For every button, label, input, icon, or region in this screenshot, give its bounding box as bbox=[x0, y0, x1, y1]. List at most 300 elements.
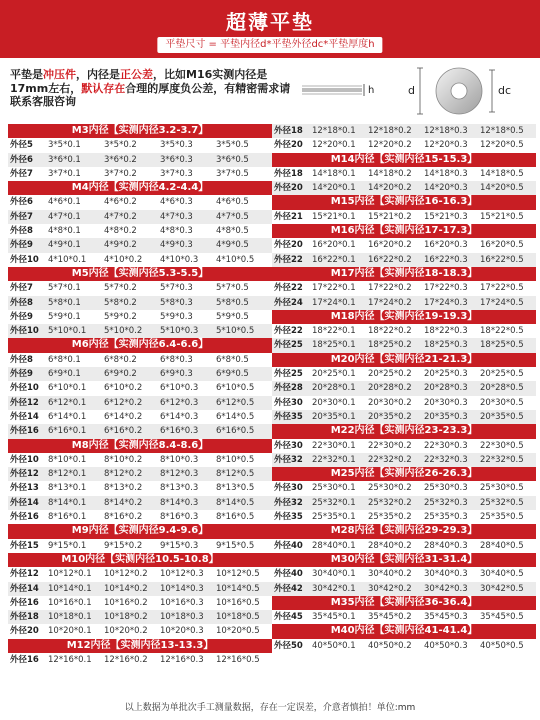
intro-text-3: ，比如M16实测内径是17mm左右， bbox=[10, 68, 268, 95]
spec-value: 18*22*0.3 bbox=[424, 326, 468, 337]
spec-value: 8*16*0.1 bbox=[48, 512, 87, 523]
spec-value: 8*13*0.2 bbox=[104, 483, 143, 494]
spec-value: 28*40*0.1 bbox=[312, 540, 356, 551]
spec-value: 15*21*0.3 bbox=[424, 211, 468, 222]
row-label: 外径6 bbox=[10, 197, 33, 208]
row-label: 外径24 bbox=[274, 297, 303, 308]
spec-value: 14*20*0.3 bbox=[424, 183, 468, 194]
spec-section bbox=[8, 124, 272, 181]
spec-value: 8*10*0.3 bbox=[160, 454, 199, 465]
spec-value: 18*22*0.2 bbox=[368, 326, 412, 337]
row-label: 外径35 bbox=[274, 512, 303, 523]
spec-value: 8*16*0.2 bbox=[104, 512, 143, 523]
spec-value: 8*12*0.5 bbox=[216, 469, 255, 480]
spec-value: 17*24*0.1 bbox=[312, 297, 356, 308]
spec-value: 9*15*0.3 bbox=[160, 540, 199, 551]
table-row bbox=[8, 510, 272, 524]
spec-value: 10*14*0.2 bbox=[104, 583, 148, 594]
spec-value: 40*50*0.1 bbox=[312, 640, 356, 651]
row-label: 外径50 bbox=[274, 640, 303, 651]
row-label: 外径18 bbox=[274, 126, 303, 136]
spec-value: 25*30*0.1 bbox=[312, 483, 356, 494]
spec-section bbox=[272, 195, 536, 224]
spec-value: 14*20*0.2 bbox=[368, 183, 412, 194]
spec-value: 40*50*0.2 bbox=[368, 640, 412, 651]
spec-value: 15*21*0.5 bbox=[480, 211, 524, 222]
spec-value: 9*15*0.1 bbox=[48, 540, 87, 551]
spec-value: 17*22*0.2 bbox=[368, 283, 412, 294]
spec-value: 4*9*0.5 bbox=[216, 240, 249, 251]
spec-value: 15*21*0.1 bbox=[312, 211, 356, 222]
spec-value: 6*14*0.1 bbox=[48, 411, 87, 422]
section-header: M6内径【实测内径6.4-6.6】 bbox=[8, 338, 272, 352]
table-row bbox=[8, 396, 272, 410]
spec-value: 10*12*0.2 bbox=[104, 569, 148, 580]
spec-value: 4*8*0.1 bbox=[48, 226, 81, 237]
row-label: 外径9 bbox=[10, 369, 33, 380]
spec-section bbox=[272, 596, 536, 625]
spec-value: 25*35*0.3 bbox=[424, 512, 468, 523]
spec-value: 4*10*0.3 bbox=[160, 254, 199, 265]
spec-value: 6*9*0.2 bbox=[104, 369, 137, 380]
spec-value: 4*7*0.3 bbox=[160, 211, 193, 222]
spec-value: 6*10*0.1 bbox=[48, 383, 87, 394]
row-label: 外径18 bbox=[10, 612, 39, 623]
spec-value: 20*30*0.5 bbox=[480, 397, 524, 408]
spec-value: 30*42*0.1 bbox=[312, 583, 356, 594]
spec-value: 4*8*0.5 bbox=[216, 226, 249, 237]
row-label: 外径9 bbox=[10, 311, 33, 322]
spec-value: 25*32*0.3 bbox=[424, 497, 468, 508]
spec-value: 20*28*0.3 bbox=[424, 383, 468, 394]
spec-value: 16*20*0.1 bbox=[312, 240, 356, 251]
spec-value: 8*13*0.5 bbox=[216, 483, 255, 494]
spec-value: 3*6*0.2 bbox=[104, 154, 137, 165]
spec-value: 16*22*0.3 bbox=[424, 254, 468, 265]
spec-value: 30*40*0.5 bbox=[480, 569, 524, 580]
row-label: 外径22 bbox=[274, 254, 303, 265]
spec-value: 20*28*0.5 bbox=[480, 383, 524, 394]
row-label: 外径20 bbox=[10, 626, 39, 637]
row-label: 外径14 bbox=[10, 583, 39, 594]
table-row bbox=[272, 181, 536, 195]
spec-value: 4*6*0.3 bbox=[160, 197, 193, 208]
row-label: 外径10 bbox=[10, 326, 39, 337]
row-label: 外径25 bbox=[274, 340, 303, 351]
row-label: 外径8 bbox=[10, 226, 33, 237]
section-header: M10内径【实测内径10.5-10.8】 bbox=[8, 553, 272, 567]
spec-value: 6*10*0.3 bbox=[160, 383, 199, 394]
table-row bbox=[272, 167, 536, 181]
spec-value: 25*30*0.3 bbox=[424, 483, 468, 494]
table-row bbox=[272, 567, 536, 581]
spec-value: 3*6*0.5 bbox=[216, 154, 249, 165]
section-header: M12内径【实测内径13-13.3】 bbox=[8, 639, 272, 653]
spec-value: 9*15*0.2 bbox=[104, 540, 143, 551]
spec-value: 12*18*0.3 bbox=[424, 126, 468, 136]
spec-value: 6*10*0.5 bbox=[216, 383, 255, 394]
spec-value: 10*14*0.5 bbox=[216, 583, 260, 594]
spec-value: 17*24*0.5 bbox=[480, 297, 524, 308]
table-row bbox=[8, 653, 272, 667]
row-label: 外径20 bbox=[274, 140, 303, 151]
row-label: 外径30 bbox=[274, 397, 303, 408]
spec-value: 12*16*0.3 bbox=[160, 654, 204, 665]
row-label: 外径20 bbox=[274, 240, 303, 251]
intro-text-2: ，内径是 bbox=[76, 68, 120, 81]
row-label: 外径22 bbox=[274, 283, 303, 294]
row-label: 外径35 bbox=[274, 411, 303, 422]
spec-value: 20*30*0.3 bbox=[424, 397, 468, 408]
table-row bbox=[8, 453, 272, 467]
section-header: M35内径【实测内径36-36.4】 bbox=[272, 596, 536, 610]
spec-section bbox=[8, 181, 272, 267]
spec-value: 16*20*0.3 bbox=[424, 240, 468, 251]
table-row bbox=[8, 324, 272, 338]
spec-value: 3*7*0.2 bbox=[104, 168, 137, 179]
spec-value: 18*25*0.2 bbox=[368, 340, 412, 351]
row-label: 外径16 bbox=[10, 597, 39, 608]
spec-value: 6*8*0.5 bbox=[216, 354, 249, 365]
spec-value: 6*10*0.2 bbox=[104, 383, 143, 394]
row-label: 外径10 bbox=[10, 254, 39, 265]
spec-section bbox=[272, 310, 536, 353]
spec-value: 20*25*0.2 bbox=[368, 369, 412, 380]
section-header: M30内径【实测内径31-31.4】 bbox=[272, 553, 536, 567]
spec-value: 6*9*0.1 bbox=[48, 369, 81, 380]
spec-value: 8*13*0.1 bbox=[48, 483, 87, 494]
table-row bbox=[272, 396, 536, 410]
spec-value: 12*20*0.2 bbox=[368, 140, 412, 151]
table-row bbox=[8, 610, 272, 624]
spec-value: 10*16*0.2 bbox=[104, 597, 148, 608]
table-row bbox=[272, 510, 536, 524]
table-row bbox=[272, 238, 536, 252]
row-label: 外径7 bbox=[10, 168, 33, 179]
spec-value: 8*16*0.3 bbox=[160, 512, 199, 523]
footer-note: 以上数据为单批次手工测量数据，存在一定误差，介意者慎拍！单位:mm bbox=[124, 703, 416, 713]
spec-value: 6*9*0.3 bbox=[160, 369, 193, 380]
spec-value: 25*35*0.2 bbox=[368, 512, 412, 523]
spec-value: 22*32*0.3 bbox=[424, 454, 468, 465]
spec-value: 9*15*0.5 bbox=[216, 540, 255, 551]
spec-value: 20*25*0.3 bbox=[424, 369, 468, 380]
spec-section bbox=[8, 439, 272, 525]
table-row bbox=[8, 310, 272, 324]
table-row bbox=[8, 296, 272, 310]
spec-value: 22*32*0.1 bbox=[312, 454, 356, 465]
spec-section bbox=[8, 267, 272, 338]
spec-value: 5*7*0.2 bbox=[104, 283, 137, 294]
spec-section bbox=[8, 524, 272, 553]
spec-value: 22*32*0.5 bbox=[480, 454, 524, 465]
table-row bbox=[8, 153, 272, 167]
spec-value: 4*7*0.5 bbox=[216, 211, 249, 222]
spec-value: 5*9*0.1 bbox=[48, 311, 81, 322]
spec-value: 12*18*0.2 bbox=[368, 126, 412, 136]
spec-value: 4*9*0.1 bbox=[48, 240, 81, 251]
row-label: 外径14 bbox=[10, 411, 39, 422]
table-row bbox=[272, 582, 536, 596]
section-header: M4内径【实测内径4.2-4.4】 bbox=[8, 181, 272, 195]
spec-value: 22*32*0.2 bbox=[368, 454, 412, 465]
spec-value: 40*50*0.5 bbox=[480, 640, 524, 651]
spec-value: 17*22*0.3 bbox=[424, 283, 468, 294]
header-banner bbox=[0, 0, 540, 58]
row-label: 外径8 bbox=[10, 297, 33, 308]
section-header: M40内径【实测内径41-41.4】 bbox=[272, 624, 536, 638]
table-row bbox=[8, 624, 272, 638]
spec-value: 22*30*0.1 bbox=[312, 440, 356, 451]
spec-value: 20*25*0.5 bbox=[480, 369, 524, 380]
spec-value: 12*18*0.5 bbox=[480, 126, 524, 136]
row-label: 外径40 bbox=[274, 569, 303, 580]
spec-value: 6*8*0.2 bbox=[104, 354, 137, 365]
spec-value: 40*50*0.3 bbox=[424, 640, 468, 651]
spec-value: 20*28*0.2 bbox=[368, 383, 412, 394]
spec-value: 3*6*0.1 bbox=[48, 154, 81, 165]
spec-value: 6*12*0.1 bbox=[48, 397, 87, 408]
spec-value: 5*7*0.5 bbox=[216, 283, 249, 294]
table-row bbox=[272, 539, 536, 553]
spec-value: 20*30*0.1 bbox=[312, 397, 356, 408]
table-row bbox=[8, 481, 272, 495]
spec-value: 8*13*0.3 bbox=[160, 483, 199, 494]
spec-value: 30*42*0.5 bbox=[480, 583, 524, 594]
spec-value: 8*12*0.3 bbox=[160, 469, 199, 480]
spec-value: 10*12*0.5 bbox=[216, 569, 260, 580]
spec-section bbox=[272, 524, 536, 553]
spec-value: 4*10*0.1 bbox=[48, 254, 87, 265]
spec-value: 3*7*0.5 bbox=[216, 168, 249, 179]
d-label: d bbox=[408, 84, 415, 97]
row-label: 外径6 bbox=[10, 154, 33, 165]
spec-value: 35*45*0.3 bbox=[424, 612, 468, 623]
spec-section bbox=[8, 639, 272, 668]
section-header: M22内径【实测内径23-23.3】 bbox=[272, 424, 536, 438]
spec-value: 16*20*0.5 bbox=[480, 240, 524, 251]
spec-value: 16*20*0.2 bbox=[368, 240, 412, 251]
spec-value: 30*40*0.2 bbox=[368, 569, 412, 580]
spec-value: 28*40*0.2 bbox=[368, 540, 412, 551]
intro-text-1: 平垫是 bbox=[10, 68, 43, 81]
spec-value: 12*20*0.5 bbox=[480, 140, 524, 151]
table-row bbox=[272, 496, 536, 510]
spec-value: 4*7*0.1 bbox=[48, 211, 81, 222]
intro-highlight-1: 冲压件 bbox=[43, 68, 76, 81]
spec-value: 22*30*0.2 bbox=[368, 440, 412, 451]
spec-value: 3*7*0.1 bbox=[48, 168, 81, 179]
intro-text-4: 合理的厚度负公差，有精密需求请联系客服咨询 bbox=[10, 81, 291, 108]
spec-value: 30*40*0.3 bbox=[424, 569, 468, 580]
spec-value: 8*12*0.1 bbox=[48, 469, 87, 480]
row-label: 外径14 bbox=[10, 497, 39, 508]
spec-value: 22*30*0.5 bbox=[480, 440, 524, 451]
spec-value: 5*8*0.2 bbox=[104, 297, 137, 308]
spec-section bbox=[272, 467, 536, 524]
section-header: M18内径【实测内径19-19.3】 bbox=[272, 310, 536, 324]
left-spec-column bbox=[8, 124, 272, 667]
row-label: 外径16 bbox=[10, 512, 39, 523]
spec-value: 4*8*0.2 bbox=[104, 226, 137, 237]
row-label: 外径18 bbox=[274, 168, 303, 179]
row-label: 外径7 bbox=[10, 283, 33, 294]
spec-value: 4*6*0.5 bbox=[216, 197, 249, 208]
spec-value: 20*35*0.1 bbox=[312, 411, 356, 422]
section-header: M16内径【实测内径17-17.3】 bbox=[272, 224, 536, 238]
row-label: 外径16 bbox=[10, 654, 39, 665]
row-label: 外径9 bbox=[10, 240, 33, 251]
spec-value: 8*14*0.1 bbox=[48, 497, 87, 508]
spec-value: 4*10*0.5 bbox=[216, 254, 255, 265]
spec-value: 14*18*0.3 bbox=[424, 168, 468, 179]
table-row bbox=[272, 296, 536, 310]
row-label: 外径10 bbox=[10, 454, 39, 465]
spec-value: 10*14*0.1 bbox=[48, 583, 92, 594]
spec-value: 5*9*0.2 bbox=[104, 311, 137, 322]
table-row bbox=[8, 167, 272, 181]
table-row bbox=[8, 195, 272, 209]
spec-value: 20*35*0.3 bbox=[424, 411, 468, 422]
spec-value: 14*18*0.5 bbox=[480, 168, 524, 179]
spec-section bbox=[272, 153, 536, 196]
spec-value: 10*18*0.2 bbox=[104, 612, 148, 623]
spec-value: 6*16*0.1 bbox=[48, 426, 87, 437]
spec-value: 6*14*0.5 bbox=[216, 411, 255, 422]
spec-value: 8*12*0.2 bbox=[104, 469, 143, 480]
spec-value: 35*45*0.1 bbox=[312, 612, 356, 623]
spec-value: 12*20*0.1 bbox=[312, 140, 356, 151]
spec-value: 6*12*0.2 bbox=[104, 397, 143, 408]
row-label: 外径15 bbox=[10, 540, 39, 551]
row-label: 外径5 bbox=[10, 140, 33, 151]
row-label: 外径7 bbox=[10, 211, 33, 222]
table-row bbox=[8, 367, 272, 381]
spec-value: 20*25*0.1 bbox=[312, 369, 356, 380]
spec-value: 20*30*0.2 bbox=[368, 397, 412, 408]
spec-section bbox=[272, 424, 536, 467]
spec-value: 8*14*0.2 bbox=[104, 497, 143, 508]
spec-value: 3*5*0.3 bbox=[160, 140, 193, 151]
table-row bbox=[8, 467, 272, 481]
washer-top-view bbox=[417, 68, 495, 114]
spec-value: 22*30*0.3 bbox=[424, 440, 468, 451]
row-label: 外径28 bbox=[274, 383, 303, 394]
spec-section bbox=[272, 553, 536, 596]
spec-value: 14*20*0.5 bbox=[480, 183, 524, 194]
spec-value: 16*22*0.2 bbox=[368, 254, 412, 265]
spec-value: 3*6*0.3 bbox=[160, 154, 193, 165]
spec-value: 5*10*0.3 bbox=[160, 326, 199, 337]
table-row bbox=[8, 281, 272, 295]
spec-value: 5*7*0.3 bbox=[160, 283, 193, 294]
spec-value: 4*7*0.2 bbox=[104, 211, 137, 222]
table-row bbox=[8, 582, 272, 596]
right-spec-column bbox=[272, 124, 536, 653]
spec-value: 4*6*0.2 bbox=[104, 197, 137, 208]
spec-value: 3*5*0.2 bbox=[104, 140, 137, 151]
spec-value: 18*22*0.5 bbox=[480, 326, 524, 337]
spec-value: 35*45*0.5 bbox=[480, 612, 524, 623]
row-label: 外径32 bbox=[274, 497, 303, 508]
table-row bbox=[8, 496, 272, 510]
row-label: 外径30 bbox=[274, 483, 303, 494]
spec-value: 4*8*0.3 bbox=[160, 226, 193, 237]
spec-value: 10*16*0.1 bbox=[48, 597, 92, 608]
table-row bbox=[8, 596, 272, 610]
spec-value: 10*16*0.3 bbox=[160, 597, 204, 608]
row-label: 外径21 bbox=[274, 211, 303, 222]
washer-side-view bbox=[302, 84, 364, 96]
table-row bbox=[272, 324, 536, 338]
row-label: 外径12 bbox=[10, 397, 39, 408]
spec-value: 8*10*0.5 bbox=[216, 454, 255, 465]
spec-section bbox=[8, 338, 272, 438]
intro-note bbox=[10, 68, 292, 109]
section-header: M25内径【实测内径26-26.3】 bbox=[272, 467, 536, 481]
spec-value: 10*20*0.2 bbox=[104, 626, 148, 637]
section-header: M14内径【实测内径15-15.3】 bbox=[272, 153, 536, 167]
spec-value: 20*35*0.5 bbox=[480, 411, 524, 422]
spec-value: 5*10*0.1 bbox=[48, 326, 87, 337]
spec-value: 14*18*0.2 bbox=[368, 168, 412, 179]
spec-value: 10*20*0.5 bbox=[216, 626, 260, 637]
table-row bbox=[8, 253, 272, 267]
table-row bbox=[272, 210, 536, 224]
section-header: M5内径【实测内径5.3-5.5】 bbox=[8, 267, 272, 281]
row-label: 外径20 bbox=[274, 183, 303, 194]
section-header: M3内径【实测内径3.2-3.7】 bbox=[8, 124, 272, 138]
spec-value: 12*16*0.5 bbox=[216, 654, 260, 665]
spec-value: 12*20*0.3 bbox=[424, 140, 468, 151]
spec-value: 8*10*0.2 bbox=[104, 454, 143, 465]
spec-value: 10*16*0.5 bbox=[216, 597, 260, 608]
spec-value: 6*12*0.5 bbox=[216, 397, 255, 408]
size-formula: 平垫尺寸 = 平垫内径d*平垫外径dc*平垫厚度h bbox=[157, 37, 382, 53]
table-row bbox=[272, 124, 536, 138]
spec-value: 10*20*0.1 bbox=[48, 626, 92, 637]
section-header: M8内径【实测内径8.4-8.6】 bbox=[8, 439, 272, 453]
section-header: M28内径【实测内径29-29.3】 bbox=[272, 524, 536, 538]
table-row bbox=[8, 381, 272, 395]
section-header: M20内径【实测内径21-21.3】 bbox=[272, 353, 536, 367]
spec-value: 25*32*0.2 bbox=[368, 497, 412, 508]
spec-value: 6*14*0.3 bbox=[160, 411, 199, 422]
washer-diagram bbox=[292, 60, 532, 130]
table-row bbox=[272, 367, 536, 381]
spec-value: 17*24*0.3 bbox=[424, 297, 468, 308]
spec-value: 6*9*0.5 bbox=[216, 369, 249, 380]
spec-value: 28*40*0.5 bbox=[480, 540, 524, 551]
spec-value: 6*14*0.2 bbox=[104, 411, 143, 422]
spec-value: 8*14*0.5 bbox=[216, 497, 255, 508]
row-label: 外径40 bbox=[274, 540, 303, 551]
spec-value: 5*9*0.3 bbox=[160, 311, 193, 322]
spec-value: 4*6*0.1 bbox=[48, 197, 81, 208]
spec-value: 5*10*0.5 bbox=[216, 326, 255, 337]
spec-value: 6*8*0.3 bbox=[160, 354, 193, 365]
table-row bbox=[8, 539, 272, 553]
row-label: 外径12 bbox=[10, 469, 39, 480]
spec-value: 10*18*0.1 bbox=[48, 612, 92, 623]
spec-value: 3*5*0.5 bbox=[216, 140, 249, 151]
spec-value: 17*24*0.2 bbox=[368, 297, 412, 308]
spec-value: 5*10*0.2 bbox=[104, 326, 143, 337]
section-header: M17内径【实测内径18-18.3】 bbox=[272, 267, 536, 281]
dc-label: dc bbox=[498, 84, 512, 97]
table-row bbox=[272, 338, 536, 352]
spec-value: 6*16*0.3 bbox=[160, 426, 199, 437]
